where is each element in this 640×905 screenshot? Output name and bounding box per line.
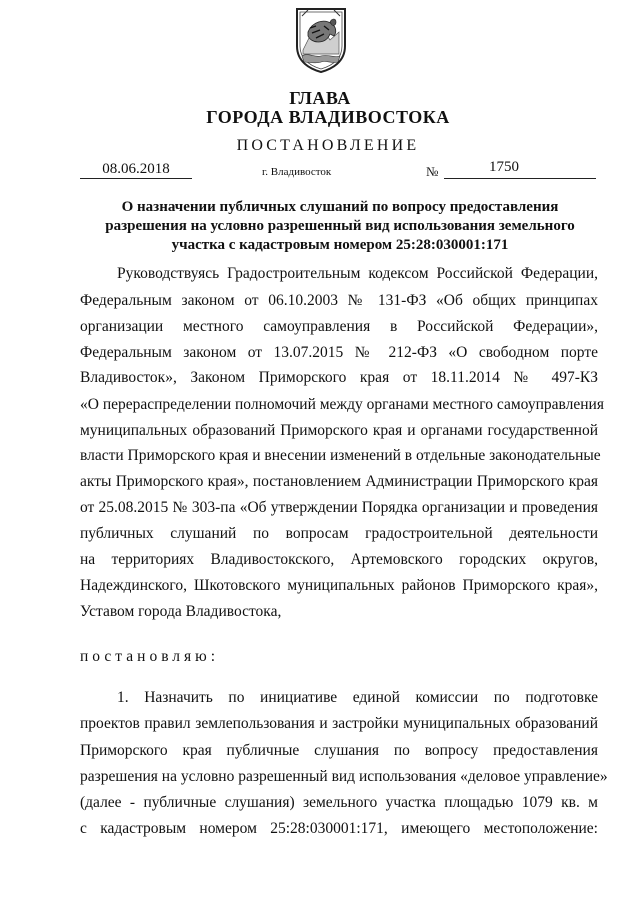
preamble-line: Руководствуясь Градостроительным кодексом Российской Федерации, [117, 265, 598, 282]
document-subject [80, 198, 600, 255]
preamble-line: Федеральным законом от 13.07.2015 № 212-ФЗ «О свободном порте [80, 344, 598, 361]
subject-line: участка с кадастровым номером 25:28:030001:171 [171, 237, 509, 253]
item-line: проектов правил землепользования и застройки муниципальных образований [80, 715, 598, 732]
decree-word: постановляю: [80, 648, 220, 665]
subject-line: О назначении публичных слушаний по вопросу предоставления [121, 199, 559, 215]
document-city: г. Владивосток [262, 166, 332, 178]
subject-line: разрешения на условно разрешенный вид использования земельного [105, 218, 575, 234]
document-type: ПОСТАНОВЛЕНИЕ [236, 137, 420, 154]
item-line: 1. Назначить по инициативе единой комиссии по подготовке [117, 689, 598, 706]
preamble-line: организации местного самоуправления в Российской Федерации», [80, 318, 598, 335]
item-line: Приморского края публичные слушания по вопросу предоставления [80, 742, 598, 759]
document-number: 1750 [489, 159, 519, 175]
vladivostok-coat-of-arms-icon [294, 6, 348, 74]
preamble-line: Надеждинского, Шкотовского муниципальных районов Приморского края», [80, 577, 598, 594]
preamble-line: Владивосток», Законом Приморского края от 18.11.2014 № 497-КЗ [80, 369, 598, 386]
item-line: с кадастровым номером 25:28:030001:171, имеющего местоположение: [80, 820, 598, 837]
item-line: разрешения на условно разрешенный вид использования «деловое управление» [80, 768, 608, 785]
authority-title: ГЛАВА [289, 88, 351, 108]
preamble-line: власти Приморского края и внесении изменений в отдельные законодательные [80, 447, 601, 464]
preamble-line: Федеральным законом от 06.10.2003 № 131-ФЗ «Об общих принципах [80, 292, 598, 309]
number-sign: № [426, 164, 439, 179]
preamble-line: от 25.08.2015 № 303-па «Об утверждении Порядка организации и проведения [80, 499, 598, 516]
document-date: 08.06.2018 [102, 161, 170, 177]
number-underline [444, 178, 596, 179]
preamble-line: на территориях Владивостокского, Артемовского городских округов, [80, 551, 598, 568]
date-underline [80, 178, 192, 179]
preamble-line: Уставом города Владивостока, [80, 603, 282, 620]
preamble-line: «О перераспределении полномочий между органами местного самоуправления [80, 396, 604, 413]
item-line: (далее - публичные слушания) земельного участка площадью 1079 кв. м [80, 794, 598, 811]
preamble-line: муниципальных образований Приморского края и органами государственной [80, 422, 598, 439]
authority-city: ГОРОДА ВЛАДИВОСТОКА [206, 107, 450, 127]
preamble-line: акты Приморского края», постановлением Администрации Приморского края [80, 473, 598, 490]
preamble-line: публичных слушаний по вопросам градостроительной деятельности [80, 525, 598, 542]
